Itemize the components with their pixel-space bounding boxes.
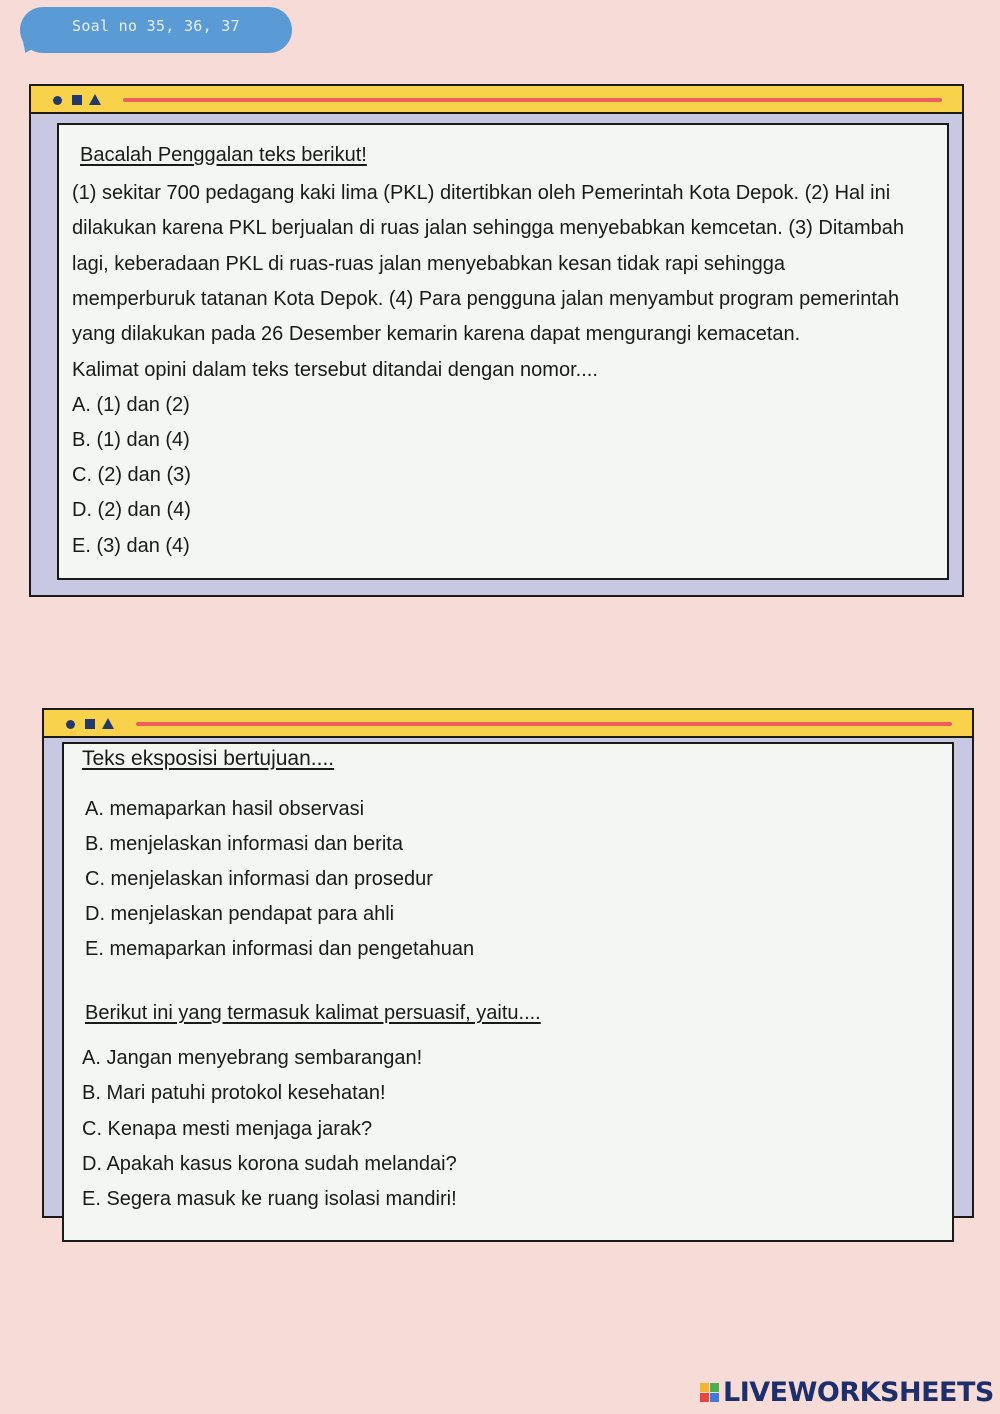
question3-option-e[interactable]: E. Segera masuk ke ruang isolasi mandiri!	[82, 1188, 457, 1210]
circle-icon	[66, 720, 75, 729]
question1-option-b[interactable]: B. (1) dan (4)	[72, 429, 190, 451]
question1-prompt: Kalimat opini dalam teks tersebut ditandai dengan nomor....	[72, 359, 598, 381]
passage-line: (1) sekitar 700 pedagang kaki lima (PKL) ditertibkan oleh Pemerintah Kota Depok. (2) Hal ini	[72, 182, 891, 204]
question2-option-c[interactable]: C. menjelaskan informasi dan prosedur	[85, 868, 433, 890]
question1-option-d[interactable]: D. (2) dan (4)	[72, 499, 191, 521]
title-accent-bar	[123, 98, 942, 102]
passage-line: lagi, keberadaan PKL di ruas-ruas jalan menyebabkan kesan tidak rapi sehingga	[72, 253, 786, 275]
title-accent-bar	[136, 722, 952, 726]
liveworksheets-logo-icon	[700, 1383, 720, 1403]
triangle-icon	[89, 94, 101, 105]
square-icon	[72, 95, 82, 105]
circle-icon	[53, 96, 62, 105]
question2-option-b[interactable]: B. menjelaskan informasi dan berita	[85, 833, 403, 855]
question1-instruction: Bacalah Penggalan teks berikut!	[80, 144, 367, 166]
question1-option-e[interactable]: E. (3) dan (4)	[72, 535, 190, 557]
header-label: Soal no 35, 36, 37	[72, 17, 240, 35]
square-icon	[85, 719, 95, 729]
triangle-icon	[102, 718, 114, 729]
question3-option-a[interactable]: A. Jangan menyebrang sembarangan!	[82, 1047, 423, 1069]
question1-option-a[interactable]: A. (1) dan (2)	[72, 394, 190, 416]
question2-prompt: Teks eksposisi bertujuan....	[82, 747, 335, 770]
question2-option-e[interactable]: E. memaparkan informasi dan pengetahuan	[85, 938, 475, 960]
passage-line: yang dilakukan pada 26 Desember kemarin karena dapat mengurangi kemacetan.	[72, 323, 801, 345]
question2-option-a[interactable]: A. memaparkan hasil observasi	[85, 798, 365, 820]
passage-line: dilakukan karena PKL berjualan di ruas jalan sehingga menyebabkan kemcetan. (3) Ditambah	[72, 217, 904, 239]
question3-prompt: Berikut ini yang termasuk kalimat persuasif, yaitu....	[85, 1002, 541, 1024]
question3-option-d[interactable]: D. Apakah kasus korona sudah melandai?	[82, 1153, 457, 1175]
question3-option-b[interactable]: B. Mari patuhi protokol kesehatan!	[82, 1082, 386, 1104]
window-titlebar	[44, 710, 972, 738]
question1-option-c[interactable]: C. (2) dan (3)	[72, 464, 191, 486]
window-titlebar	[31, 86, 962, 114]
question2-option-d[interactable]: D. menjelaskan pendapat para ahli	[85, 903, 395, 925]
passage-line: memperburuk tatanan Kota Depok. (4) Para pengguna jalan menyambut program pemerintah	[72, 288, 900, 310]
question3-option-c[interactable]: C. Kenapa mesti menjaga jarak?	[82, 1118, 373, 1140]
liveworksheets-logo[interactable]: LIVEWORKSHEETS	[723, 1377, 994, 1408]
